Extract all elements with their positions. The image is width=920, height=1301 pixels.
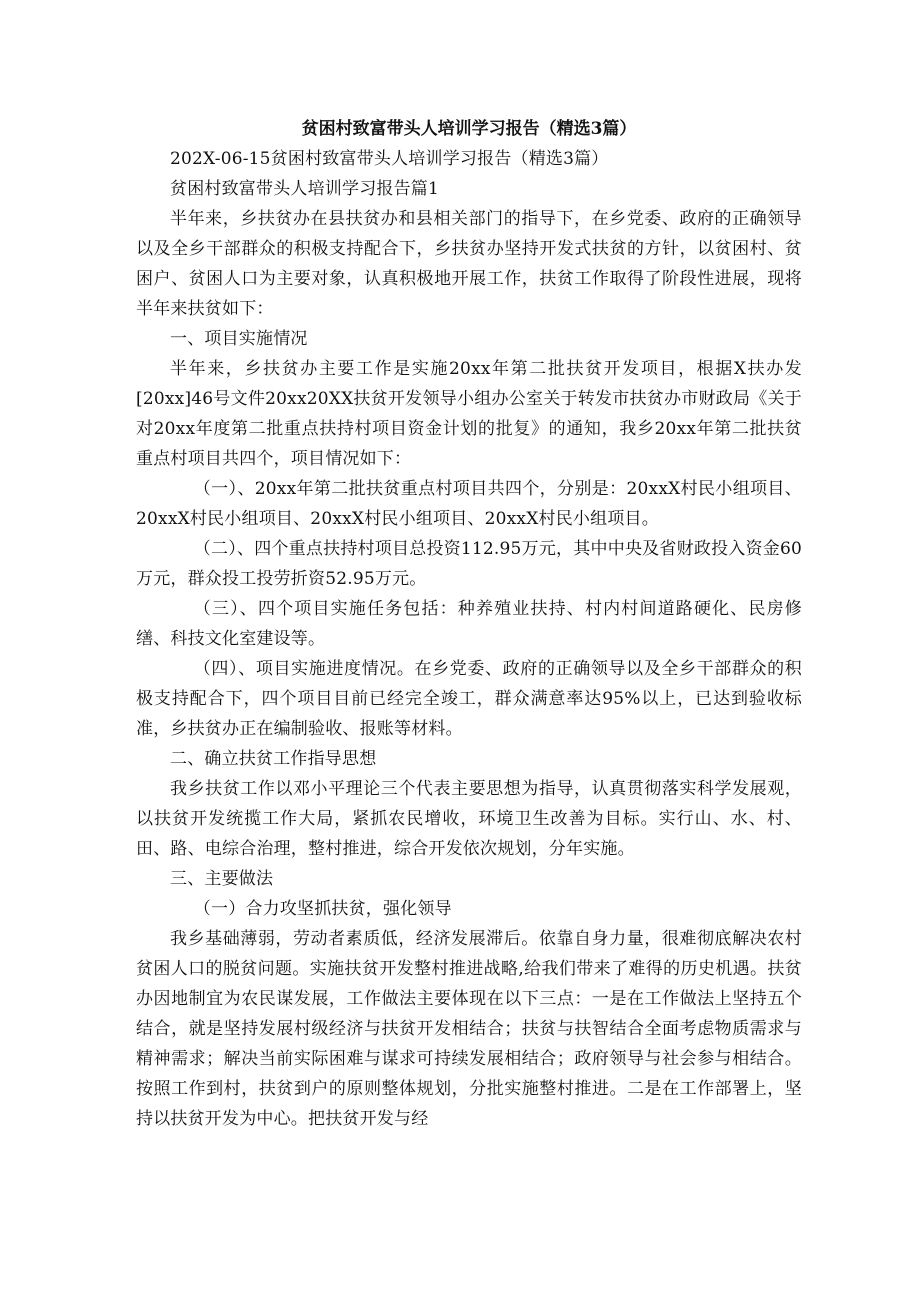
paragraph: 二、确立扶贫工作指导思想 — [170, 749, 377, 769]
paragraph: （一）合力攻坚抓扶贫，强化领导 — [193, 899, 452, 919]
paragraph: 我乡扶贫工作以邓小平理论三个代表主要思想为指导，认真贯彻落实科学发展观，以扶贫开发统揽工作大局，紧抓农民增收，环境卫生改善为目标。实行山、水、村、田、路、电综合治理，整村推进，综合开发依次规划，分年实施。 — [136, 779, 802, 859]
paragraph: （二）、四个重点扶持村项目总投资112.95万元，其中中央及省财政投入资金60万元，群众投工投劳折资52.95万元。 — [136, 539, 802, 589]
paragraph: 一、项目实施情况 — [170, 329, 308, 349]
paragraph: （一）、20xx年第二批扶贫重点村项目共四个，分别是：20xxX村民小组项目、20xxX村民小组项目、20xxX村民小组项目、20xxX村民小组项目。 — [136, 479, 802, 529]
paragraph: 半年来，乡扶贫办主要工作是实施20xx年第二批扶贫开发项目，根据X扶办发[20xx]46号文件20xx20XX扶贫开发领导小组办公室关于转发市扶贫办市财政局《关于对20xx年度第二批重点扶持村项目资金计划的批复》的通知，我乡20xx年第二批扶贫重点村项目共四个，项目情况如下： — [136, 359, 802, 469]
paragraph: （三）、四个项目实施任务包括：种养殖业扶持、村内村间道路硬化、民房修缮、科技文化室建设等。 — [136, 599, 802, 649]
paragraph: 三、主要做法 — [170, 869, 274, 889]
paragraph: 贫困村致富带头人培训学习报告篇1 — [170, 179, 440, 199]
document-title: 贫困村致富带头人培训学习报告（精选3篇） — [301, 119, 637, 139]
paragraph: （四）、项目实施进度情况。在乡党委、政府的正确领导以及全乡干部群众的积极支持配合下，四个项目目前已经完全竣工，群众满意率达95%以上，已达到验收标准，乡扶贫办正在编制验收、报账等材料。 — [136, 659, 802, 739]
paragraph: 202X-06-15贫困村致富带头人培训学习报告（精选3篇） — [170, 149, 609, 169]
paragraph: 我乡基础薄弱，劳动者素质低，经济发展滞后。依靠自身力量，很难彻底解决农村贫困人口的脱贫问题。实施扶贫开发整村推进战略,给我们带来了难得的历史机遇。扶贫办因地制宜为农民谋发展，工作做法主要体现在以下三点：一是在工作做法上坚持五个结合，就是坚持发展村级经济与扶贫开发相结合；扶贫与扶智结合全面考虑物质需求与精神需求；解决当前实际困难与谋求可持续发展相结合；政府领导与社会参与相结合。按照工作到村，扶贫到户的原则整体规划，分批实施整村推进。二是在工作部署上，坚持以扶贫开发为中心。把扶贫开发与经 — [136, 929, 802, 1129]
paragraph: 半年来，乡扶贫办在县扶贫办和县相关部门的指导下，在乡党委、政府的正确领导以及全乡干部群众的积极支持配合下，乡扶贫办坚持开发式扶贫的方针，以贫困村、贫困户、贫困人口为主要对象，认真积极地开展工作，扶贫工作取得了阶段性进展，现将半年来扶贫如下： — [136, 209, 802, 319]
document-body — [136, 144, 802, 1134]
